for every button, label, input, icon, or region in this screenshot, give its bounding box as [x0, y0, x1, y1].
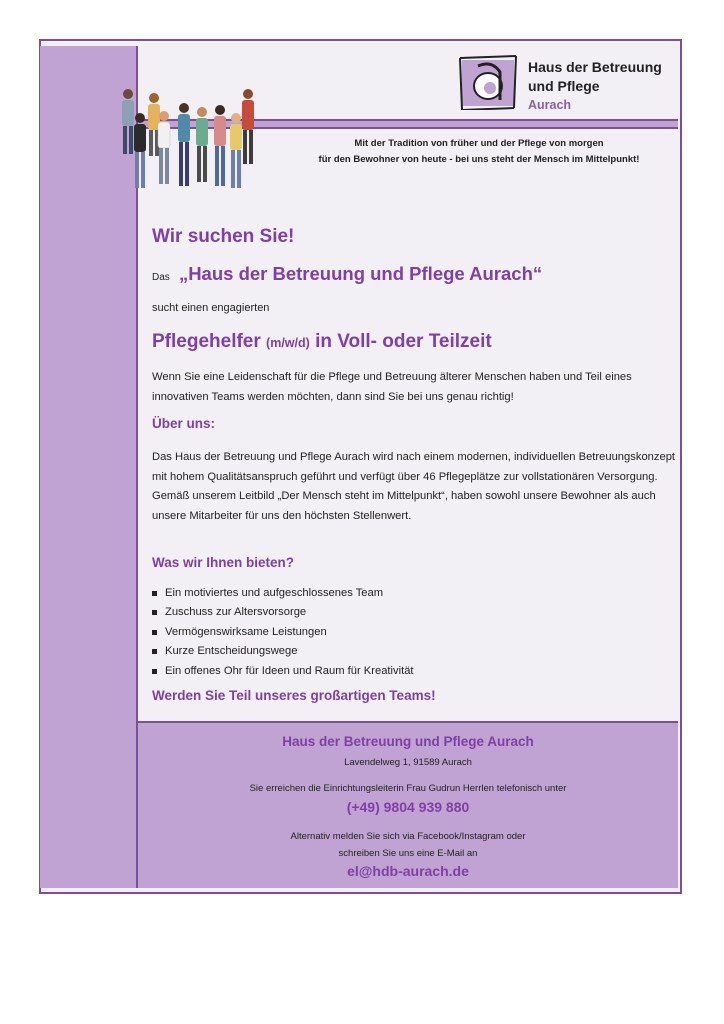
- logo-line-2: und Pflege: [528, 78, 600, 94]
- job-role: Pflegehelfer: [152, 331, 261, 352]
- offer-list: [152, 584, 414, 681]
- person-figure: [134, 113, 146, 188]
- intro-heading: [152, 263, 542, 285]
- team-illustration: [108, 84, 268, 196]
- person-figure: [242, 89, 254, 164]
- intro-prefix: Das: [152, 272, 170, 283]
- headline: Wir suchen Sie!: [152, 226, 295, 247]
- person-figure: [122, 89, 134, 154]
- intro-organization: „Haus der Betreuung und Pflege Aurach“: [178, 263, 543, 284]
- person-figure: [214, 105, 226, 186]
- offer-heading: Was wir Ihnen bieten?: [152, 555, 295, 570]
- tagline-line-2: für den Bewohner von heute - bei uns steht der Mensch im Mittelpunkt!: [318, 154, 640, 165]
- about-heading: Über uns:: [152, 416, 216, 431]
- job-type: in Voll- oder Teilzeit: [315, 331, 492, 352]
- logo-line-3: Aurach: [528, 98, 572, 112]
- intro-subline: sucht einen engagierten: [152, 302, 270, 314]
- list-item: Ein offenes Ohr für Ideen und Raum für Kreativität: [152, 662, 414, 681]
- organization-name: [528, 58, 662, 115]
- about-paragraph: Das Haus der Betreuung und Pflege Aurach wird nach einem modernen, individuellen Betreuungskonzept mit hohem Qualitätsanspruch geführt und verfügt über 46 Pflegeplätze zur vollstationären Versorgung. Gemäß unserem Leitbild „Der Mensch steht im Mittelpunkt“, haben sowohl unsere Bewohner als auch unsere Mitarbeiter für uns den höchsten Stellenwert.: [152, 451, 676, 522]
- phone-link[interactable]: (+49) 9804 939 880: [346, 799, 470, 815]
- person-figure: [158, 111, 170, 184]
- footer-organization: Haus der Betreuung und Pflege Aurach: [282, 734, 534, 749]
- list-item: Kurze Entscheidungswege: [152, 642, 414, 661]
- person-figure: [196, 107, 208, 182]
- footer-address: Lavendelweg 1, 91589 Aurach: [344, 757, 472, 768]
- intro-paragraph: Wenn Sie eine Leidenschaft für die Pflege und Betreuung älterer Menschen haben und Teil eines innovativen Teams werden möchten, dann sind Sie bei uns genau richtig!: [152, 371, 632, 403]
- job-title: [152, 331, 492, 353]
- list-item: Ein motiviertes und aufgeschlossenes Team: [152, 584, 414, 603]
- tagline: [280, 136, 678, 168]
- job-gender: (m/w/d): [266, 336, 310, 350]
- footer-alt-line-2: schreiben Sie uns eine E-Mail an: [338, 848, 478, 859]
- tagline-line-1: Mit der Tradition von früher und der Pflege von morgen: [354, 138, 604, 149]
- organization-logo-icon: [458, 54, 518, 110]
- person-figure: [230, 113, 242, 188]
- list-item: Zuschuss zur Altersvorsorge: [152, 603, 414, 622]
- logo-line-1: Haus der Betreuung: [528, 59, 662, 75]
- footer-alt-line-1: Alternativ melden Sie sich via Facebook/Instagram oder: [290, 831, 526, 842]
- email-link[interactable]: el@hdb-aurach.de: [347, 863, 469, 879]
- footer-call-text: Sie erreichen die Einrichtungsleiterin Frau Gudrun Herrlen telefonisch unter: [249, 783, 567, 794]
- list-item: Vermögenswirksame Leistungen: [152, 623, 414, 642]
- person-figure: [178, 103, 190, 186]
- contact-footer: [138, 721, 678, 888]
- call-to-action: Werden Sie Teil unseres großartigen Teams!: [152, 688, 436, 703]
